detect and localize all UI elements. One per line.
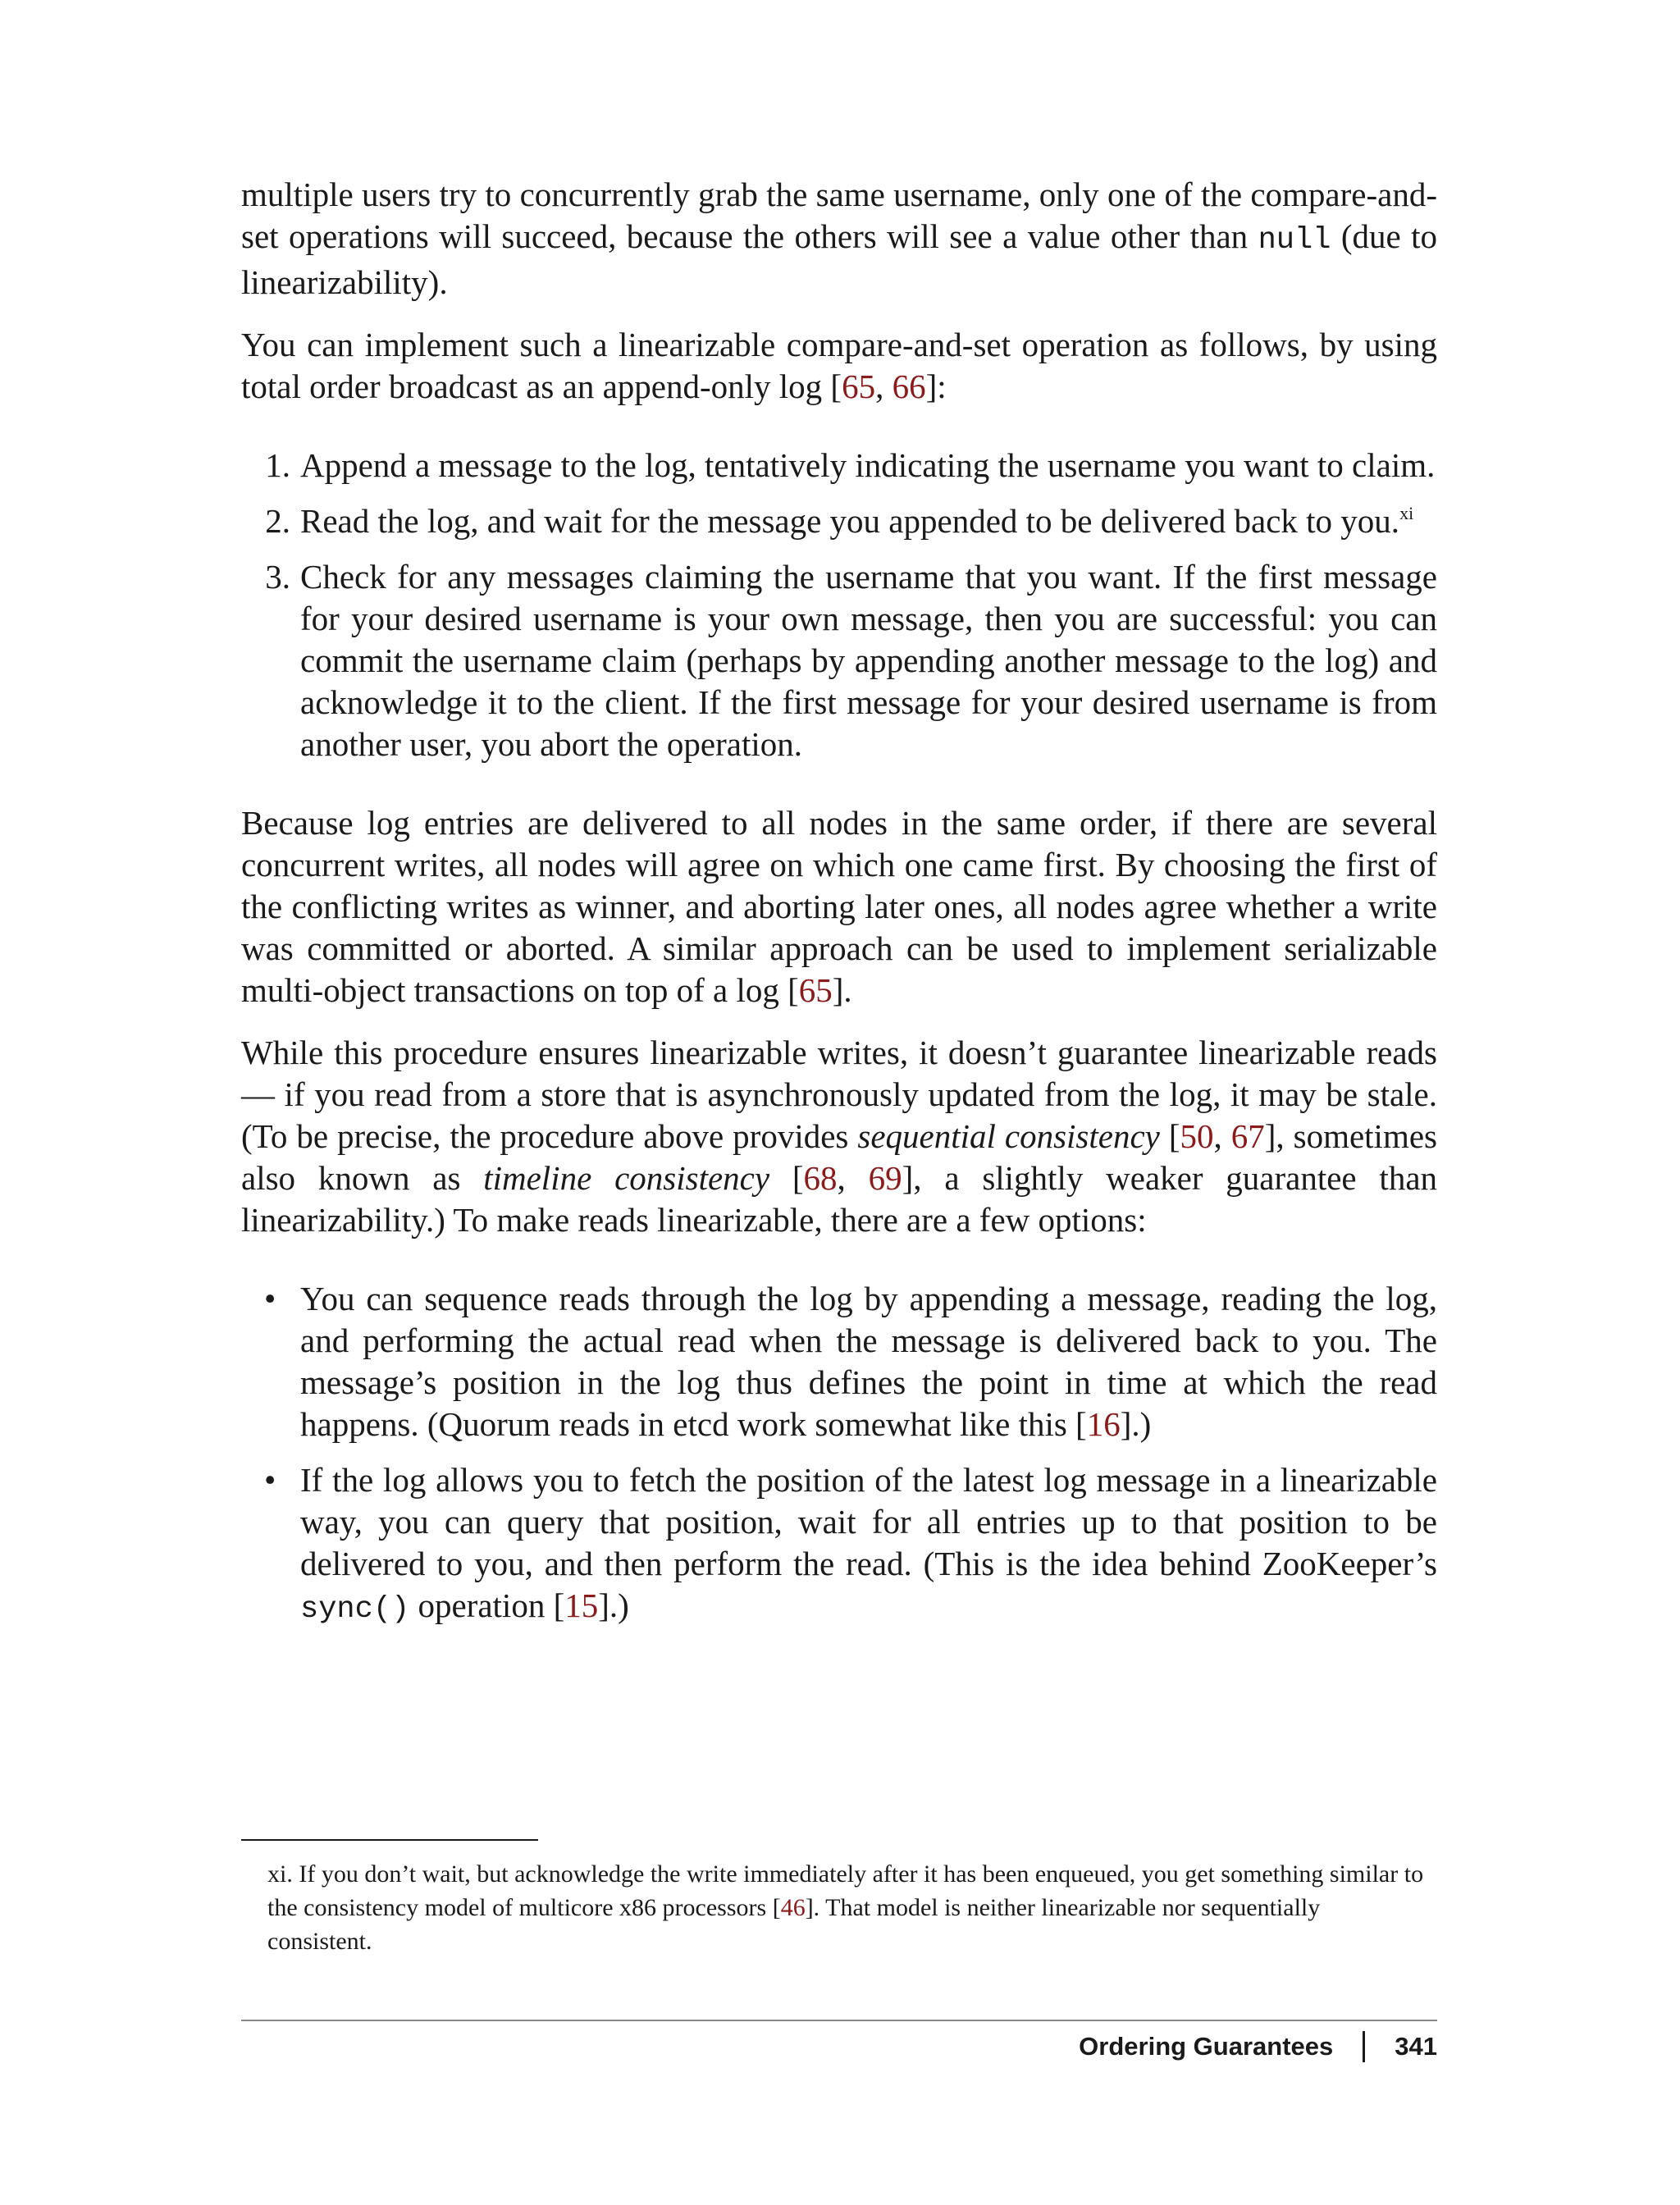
footer-divider — [241, 2020, 1437, 2021]
inline-code-null: null — [1258, 223, 1331, 258]
citation-link[interactable]: 50 — [1180, 1117, 1214, 1155]
text: operation [ — [409, 1586, 565, 1624]
paragraph-linearizable-reads — [241, 1032, 1437, 1241]
text: ]. — [832, 971, 852, 1009]
text: ].) — [1120, 1405, 1152, 1443]
paragraph-continuation — [241, 174, 1437, 304]
footer-separator — [1363, 2031, 1365, 2062]
text: (due to linearizability). — [241, 217, 1437, 301]
text: While this procedure ensures linearizable writes, it doesn’t guarantee linearizable reads — if you read from a store that is asynchronously updated from the log, it may be stale. (To be precise, the procedure above provides — [241, 1034, 1437, 1155]
text: , — [1213, 1117, 1231, 1155]
list-number: 1. — [265, 446, 290, 484]
text: If the log allows you to fetch the position of the latest log message in a linearizable way, you can query that position, wait for all entries up to that position to be delivered to you, and then perform the read. (This is the idea behind ZooKeeper’s — [300, 1461, 1437, 1582]
text: Append a message to the log, tentatively indicating the username you want to claim. — [300, 446, 1436, 484]
bullet-icon: • — [264, 1461, 276, 1499]
bullet-options — [241, 1278, 1437, 1631]
bullet-icon: • — [264, 1280, 276, 1317]
list-item — [241, 445, 1437, 486]
text: [ — [1159, 1117, 1180, 1155]
text: Read the log, and wait for the message you appended to be delivered back to you. — [300, 502, 1400, 540]
citation-link[interactable]: 65 — [842, 368, 876, 405]
list-number: 2. — [265, 502, 290, 540]
inline-code-sync: sync() — [300, 1592, 410, 1627]
footnote-xi — [267, 1857, 1424, 1958]
page-body — [241, 174, 1437, 1668]
text: , — [875, 368, 892, 405]
emphasis-term: sequential consistency — [857, 1117, 1160, 1155]
list-item — [241, 1459, 1437, 1631]
list-item — [241, 556, 1437, 765]
footnote-divider — [241, 1839, 538, 1841]
section-title: Ordering Guarantees — [1079, 2032, 1334, 2061]
text: ]: — [925, 368, 947, 405]
page-footer — [1079, 2026, 1437, 2067]
text: ], sometimes also known as — [241, 1117, 1437, 1197]
citation-link[interactable]: 46 — [780, 1894, 806, 1921]
text: You can sequence reads through the log by appending a message, reading the log, and performing the actual read when the message is delivered back to you. The message’s position in the log thus defines the point in time at which the read happens. (Quorum reads in etcd work somewhat like this [ — [300, 1280, 1437, 1443]
text: xi. If you don’t wait, but acknowledge the write immediately after it has been enqueued, you get something similar to the consistency model of multicore x86 processors [ — [267, 1860, 1424, 1921]
citation-link[interactable]: 15 — [564, 1586, 599, 1624]
text: ], a slightly weaker guarantee than linearizability.) To make reads linearizable, there are a few options: — [241, 1159, 1438, 1239]
text: You can implement such a linearizable compare-and-set operation as follows, by using total order broadcast as an append-only log [ — [241, 326, 1437, 405]
text: ]. That model is neither linearizable nor sequentially consistent. — [267, 1894, 1321, 1955]
numbered-steps — [241, 445, 1437, 765]
list-item — [241, 500, 1437, 542]
text: , — [837, 1159, 869, 1197]
page-number: 341 — [1395, 2032, 1437, 2061]
citation-link[interactable]: 67 — [1230, 1117, 1265, 1155]
footnote-marker[interactable]: xi — [1399, 503, 1414, 523]
citation-link[interactable]: 16 — [1086, 1405, 1121, 1443]
text: Check for any messages claiming the username that you want. If the first message for your desired username is your own message, then you are successful: you can commit the username claim (perhaps by appending another message to the log) and acknowledge it to the client. If the first message for your desired username is from another user, you abort the operation. — [300, 558, 1437, 763]
citation-link[interactable]: 65 — [798, 971, 833, 1009]
text: ].) — [598, 1586, 629, 1624]
text: [ — [769, 1159, 804, 1197]
paragraph-compare-and-set — [241, 324, 1437, 408]
text: multiple users try to concurrently grab the same username, only one of the compare-and-set operations will succeed, because the others will see a value other than — [241, 176, 1437, 255]
citation-link[interactable]: 68 — [803, 1159, 838, 1197]
text: Because log entries are delivered to all nodes in the same order, if there are several concurrent writes, all nodes will agree on which one came first. By choosing the first of the conflicting writes as winner, and aborting later ones, all nodes agree whether a write was committed or aborted. A similar approach can be used to implement serializable multi-object transactions on top of a log [ — [241, 804, 1437, 1009]
list-item — [241, 1278, 1437, 1445]
list-number: 3. — [265, 558, 290, 596]
citation-link[interactable]: 69 — [868, 1159, 902, 1197]
emphasis-term: timeline consistency — [483, 1159, 770, 1197]
citation-link[interactable]: 66 — [892, 368, 926, 405]
paragraph-log-entries — [241, 802, 1437, 1011]
